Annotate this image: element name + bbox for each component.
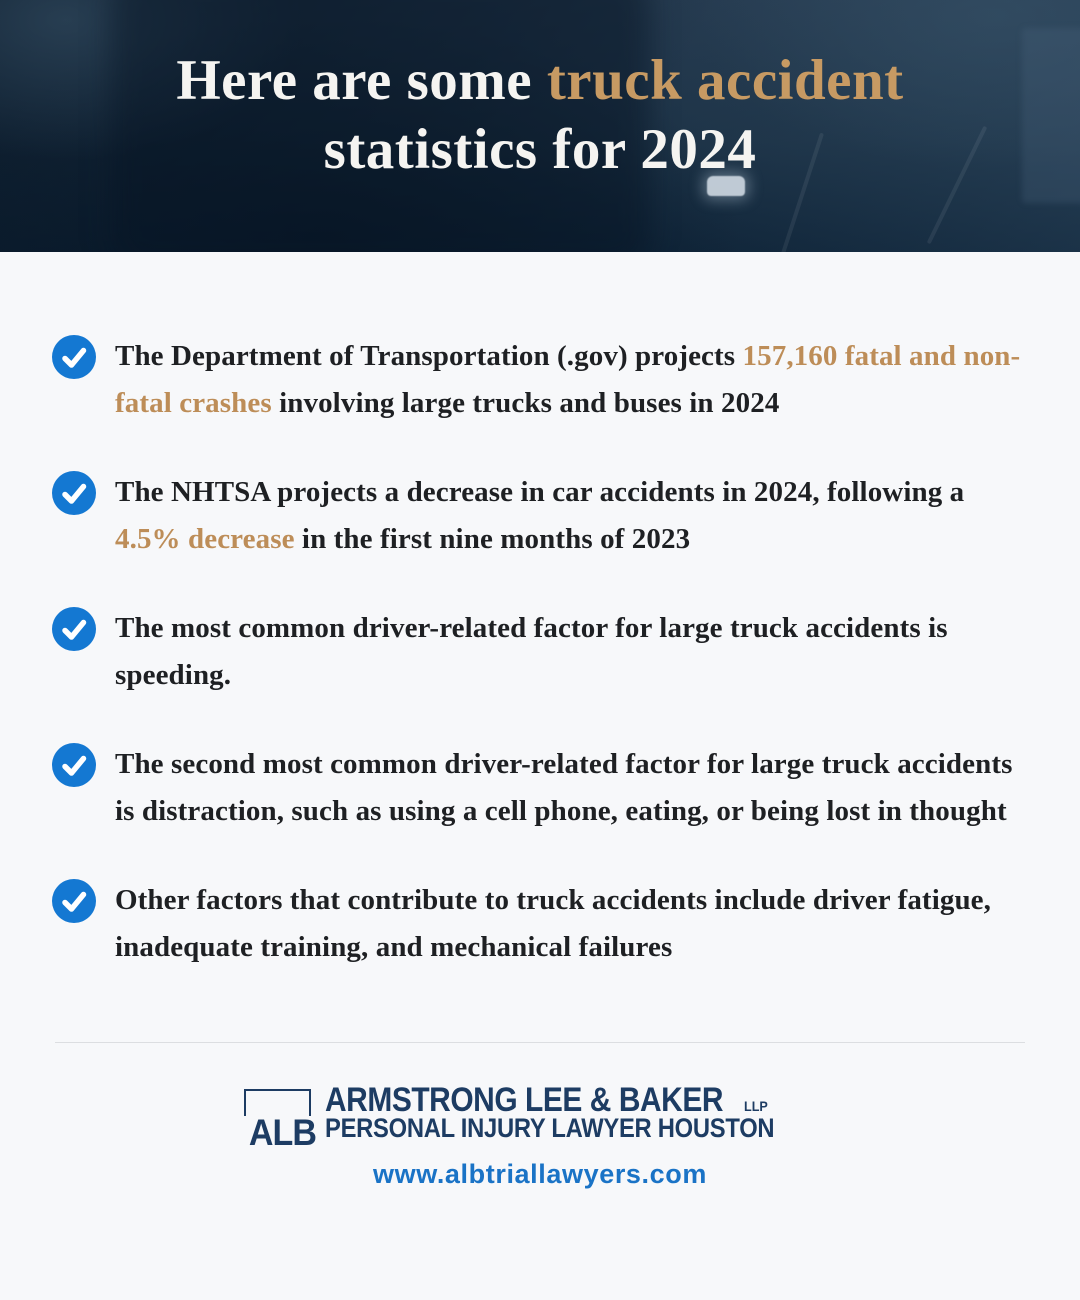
statistic-text-segment: involving large trucks and buses in 2024 [271,387,780,419]
statistic-text [115,469,1025,563]
statistic-text [115,333,1025,427]
statistics-list [0,252,1080,971]
header-banner [0,0,1080,252]
title-line1-white: Here are some [176,49,547,112]
statistic-text-segment: in the first nine months of 2023 [294,523,691,555]
firm-suffix: LLP [743,1098,768,1114]
logo-text-block [325,1081,836,1143]
page-title [0,0,1080,184]
statistic-text [115,877,1025,971]
website-link[interactable]: www.albtriallawyers.com [373,1159,707,1189]
statistic-highlight: 157,160 fatal and non-fatal crashes [115,340,1021,419]
statistic-text-segment: Other factors that contribute to truck accidents include driver fatigue, inadequate training, and mechanical failures [115,884,991,963]
list-item [52,469,1025,563]
check-circle-icon [52,879,96,923]
firm-logo [0,1081,1080,1153]
check-circle-icon [52,607,96,651]
list-item [52,605,1025,699]
firm-name: ARMSTRONG LEE & BAKER [325,1081,724,1119]
statistic-text-segment: The Department of Transportation (.gov) projects [115,340,743,372]
alb-logo-mark [244,1089,317,1153]
list-item [52,333,1025,427]
title-line2: statistics for 2024 [323,118,757,181]
website-url-row [0,1159,1080,1190]
statistic-highlight: 4.5% decrease [115,523,295,555]
statistic-text [115,605,1025,699]
check-circle-icon [52,471,96,515]
firm-name-line [325,1081,836,1119]
statistic-text [115,741,1025,835]
statistic-text-segment: The NHTSA projects a decrease in car accidents in 2024, following a [115,476,965,508]
statistic-text-segment: The most common driver-related factor for large truck accidents is speeding. [115,612,948,691]
statistic-text-segment: The second most common driver-related factor for large truck accidents is distraction, such as using a cell phone, eating, or being lost in thought [115,748,1013,827]
footer-divider [55,1042,1025,1043]
title-line1-gold: truck accident [546,49,904,112]
check-circle-icon [52,335,96,379]
firm-tagline: PERSONAL INJURY LAWYER HOUSTON [325,1113,775,1143]
logo-acronym: ALB [243,1116,316,1150]
check-circle-icon [52,743,96,787]
list-item [52,741,1025,835]
list-item [52,877,1025,971]
